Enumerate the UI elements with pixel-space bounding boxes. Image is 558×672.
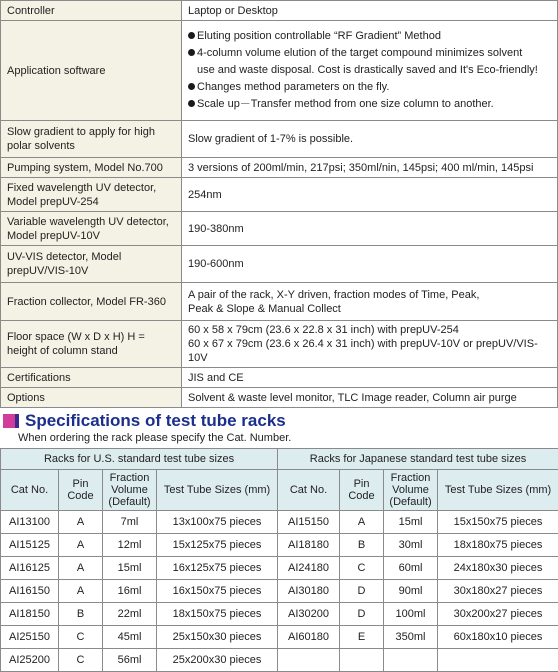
- pin-code-cell: [340, 649, 384, 672]
- bullet-item: [188, 96, 551, 113]
- column-header-row: [1, 470, 558, 511]
- spec-label: Slow gradient to apply for high polar solvents: [1, 121, 182, 158]
- bullet-text: use and waste disposal. Cost is drastically saved and It's Eco-friendly!: [197, 64, 538, 76]
- fraction-volume-cell: 30ml: [384, 534, 438, 557]
- bullet-item: [188, 79, 551, 96]
- bullet-text: 4-column volume elution of the target compound minimizes solvent: [197, 47, 522, 59]
- table-row: [1, 511, 558, 534]
- bullet-icon: [188, 49, 195, 56]
- spec-row: [1, 158, 558, 178]
- tube-size-cell: [438, 649, 558, 672]
- fraction-volume-cell: 100ml: [384, 603, 438, 626]
- table-row: [1, 557, 558, 580]
- spec-value-line: Solvent & waste level monitor, TLC Image reader, Column air purge: [188, 391, 551, 405]
- spec-value: [182, 283, 558, 321]
- section-heading: [3, 411, 286, 431]
- spec-label: Fraction collector, Model FR-360: [1, 283, 182, 321]
- spec-label: Pumping system, Model No.700: [1, 158, 182, 178]
- fraction-volume-cell: 7ml: [103, 511, 157, 534]
- test-tube-racks-table: [0, 448, 558, 672]
- tube-size-cell: 13x100x75 pieces: [157, 511, 278, 534]
- cat-no-cell: AI25150: [1, 626, 59, 649]
- spec-row: [1, 368, 558, 388]
- spec-value: [182, 212, 558, 246]
- bullet-icon: [188, 100, 195, 107]
- spec-value: [182, 178, 558, 212]
- pin-code-cell: B: [59, 603, 103, 626]
- cat-no-cell: AI18180: [278, 534, 340, 557]
- spec-row: [1, 283, 558, 321]
- spec-value-line: 190-380nm: [188, 222, 551, 236]
- column-header: Pin Code: [59, 470, 103, 511]
- tube-size-cell: 25x200x30 pieces: [157, 649, 278, 672]
- group-header-row: [1, 449, 558, 470]
- column-header: Cat No.: [278, 470, 340, 511]
- spec-value: [182, 121, 558, 158]
- pin-code-cell: A: [340, 511, 384, 534]
- pin-code-cell: A: [59, 557, 103, 580]
- cat-no-cell: AI60180: [278, 626, 340, 649]
- cat-no-cell: AI30200: [278, 603, 340, 626]
- tube-size-cell: 16x125x75 pieces: [157, 557, 278, 580]
- tube-size-cell: 60x180x10 pieces: [438, 626, 558, 649]
- heading-marker-icon: [3, 414, 19, 428]
- spec-label: Fixed wavelength UV detector, Model prepUV-254: [1, 178, 182, 212]
- cat-no-cell: AI13100: [1, 511, 59, 534]
- spec-value-line: 60 x 67 x 79cm (23.6 x 26.4 x 31 inch) with prepUV-10V or prepUV/VIS-10V: [188, 337, 551, 365]
- column-header: Test Tube Sizes (mm): [157, 470, 278, 511]
- fraction-volume-cell: 350ml: [384, 626, 438, 649]
- pin-code-cell: C: [340, 557, 384, 580]
- spec-row: [1, 178, 558, 212]
- spec-value: [182, 21, 558, 121]
- table-row: [1, 534, 558, 557]
- cat-no-cell: [278, 649, 340, 672]
- spec-row: [1, 321, 558, 368]
- bullet-text: Eluting position controllable “RF Gradient” Method: [197, 30, 441, 42]
- spec-value: [182, 246, 558, 283]
- spec-value-line: A pair of the rack, X-Y driven, fraction modes of Time, Peak,: [188, 288, 551, 302]
- cat-no-cell: AI30180: [278, 580, 340, 603]
- spec-label: Application software: [1, 21, 182, 121]
- spec-row: [1, 21, 558, 121]
- ordering-note: When ordering the rack please specify the Cat. Number.: [18, 432, 291, 444]
- tube-size-cell: 15x125x75 pieces: [157, 534, 278, 557]
- fraction-volume-cell: 12ml: [103, 534, 157, 557]
- spec-value: [182, 368, 558, 388]
- spec-value-line: 254nm: [188, 188, 551, 202]
- bullet-icon: [188, 32, 195, 39]
- jp-racks-group-header: Racks for Japanese standard test tube sizes: [278, 449, 558, 470]
- spec-value-line: 60 x 58 x 79cm (23.6 x 22.8 x 31 inch) with prepUV-254: [188, 323, 551, 337]
- bullet-icon: [188, 83, 195, 90]
- pin-code-cell: B: [340, 534, 384, 557]
- pin-code-cell: A: [59, 511, 103, 534]
- section-title: Specifications of test tube racks: [25, 411, 286, 431]
- spec-value: [182, 388, 558, 408]
- spec-row: [1, 1, 558, 21]
- spec-value-line: JIS and CE: [188, 371, 551, 385]
- spec-value-line: Slow gradient of 1-7% is possible.: [188, 132, 551, 146]
- fraction-volume-cell: 90ml: [384, 580, 438, 603]
- bullet-item: [188, 45, 551, 62]
- us-racks-group-header: Racks for U.S. standard test tube sizes: [1, 449, 278, 470]
- pin-code-cell: A: [59, 580, 103, 603]
- fraction-volume-cell: 56ml: [103, 649, 157, 672]
- cat-no-cell: AI18150: [1, 603, 59, 626]
- pin-code-cell: D: [340, 603, 384, 626]
- tube-size-cell: 30x180x27 pieces: [438, 580, 558, 603]
- bullet-text: Changes method parameters on the fly.: [197, 81, 389, 93]
- spec-row: [1, 212, 558, 246]
- spec-value-line: Peak & Slope & Manual Collect: [188, 302, 551, 316]
- cat-no-cell: AI15150: [278, 511, 340, 534]
- tube-size-cell: 24x180x30 pieces: [438, 557, 558, 580]
- cat-no-cell: AI15125: [1, 534, 59, 557]
- spec-value-line: 3 versions of 200ml/min, 217psi; 350ml/nin, 145psi; 400 ml/min, 145psi: [188, 161, 551, 175]
- tube-size-cell: 15x150x75 pieces: [438, 511, 558, 534]
- spec-value: [182, 158, 558, 178]
- fraction-volume-cell: 15ml: [384, 511, 438, 534]
- column-header: Pin Code: [340, 470, 384, 511]
- tube-size-cell: 18x150x75 pieces: [157, 603, 278, 626]
- pin-code-cell: C: [59, 649, 103, 672]
- fraction-volume-cell: 45ml: [103, 626, 157, 649]
- spec-value: [182, 1, 558, 21]
- spec-value-line: 190-600nm: [188, 257, 551, 271]
- table-row: [1, 603, 558, 626]
- bullet-text: Scale up－Transfer method from one size column to another.: [197, 98, 494, 110]
- table-row: [1, 626, 558, 649]
- column-header: Cat No.: [1, 470, 59, 511]
- spec-value-line: Laptop or Desktop: [188, 4, 551, 18]
- spec-label: Options: [1, 388, 182, 408]
- spec-label: Variable wavelength UV detector, Model prepUV-10V: [1, 212, 182, 246]
- table-row: [1, 580, 558, 603]
- pin-code-cell: A: [59, 534, 103, 557]
- pin-code-cell: E: [340, 626, 384, 649]
- spec-row: [1, 246, 558, 283]
- spec-value: [182, 321, 558, 368]
- cat-no-cell: AI16150: [1, 580, 59, 603]
- bullet-continuation: [188, 62, 551, 79]
- spec-row: [1, 121, 558, 158]
- table-row: [1, 649, 558, 672]
- fraction-volume-cell: [384, 649, 438, 672]
- pin-code-cell: C: [59, 626, 103, 649]
- tube-size-cell: 16x150x75 pieces: [157, 580, 278, 603]
- spec-label: Controller: [1, 1, 182, 21]
- cat-no-cell: AI25200: [1, 649, 59, 672]
- pin-code-cell: D: [340, 580, 384, 603]
- fraction-volume-cell: 15ml: [103, 557, 157, 580]
- tube-size-cell: 25x150x30 pieces: [157, 626, 278, 649]
- tube-size-cell: 18x180x75 pieces: [438, 534, 558, 557]
- fraction-volume-cell: 16ml: [103, 580, 157, 603]
- spec-label: Certifications: [1, 368, 182, 388]
- spec-label: Floor space (W x D x H) H = height of column stand: [1, 321, 182, 368]
- column-header: Fraction Volume (Default): [103, 470, 157, 511]
- column-header: Test Tube Sizes (mm): [438, 470, 558, 511]
- column-header: Fraction Volume (Default): [384, 470, 438, 511]
- fraction-volume-cell: 60ml: [384, 557, 438, 580]
- tube-size-cell: 30x200x27 pieces: [438, 603, 558, 626]
- spec-label: UV-VIS detector, Model prepUV/VIS-10V: [1, 246, 182, 283]
- spec-row: [1, 388, 558, 408]
- cat-no-cell: AI24180: [278, 557, 340, 580]
- fraction-volume-cell: 22ml: [103, 603, 157, 626]
- cat-no-cell: AI16125: [1, 557, 59, 580]
- bullet-item: [188, 28, 551, 45]
